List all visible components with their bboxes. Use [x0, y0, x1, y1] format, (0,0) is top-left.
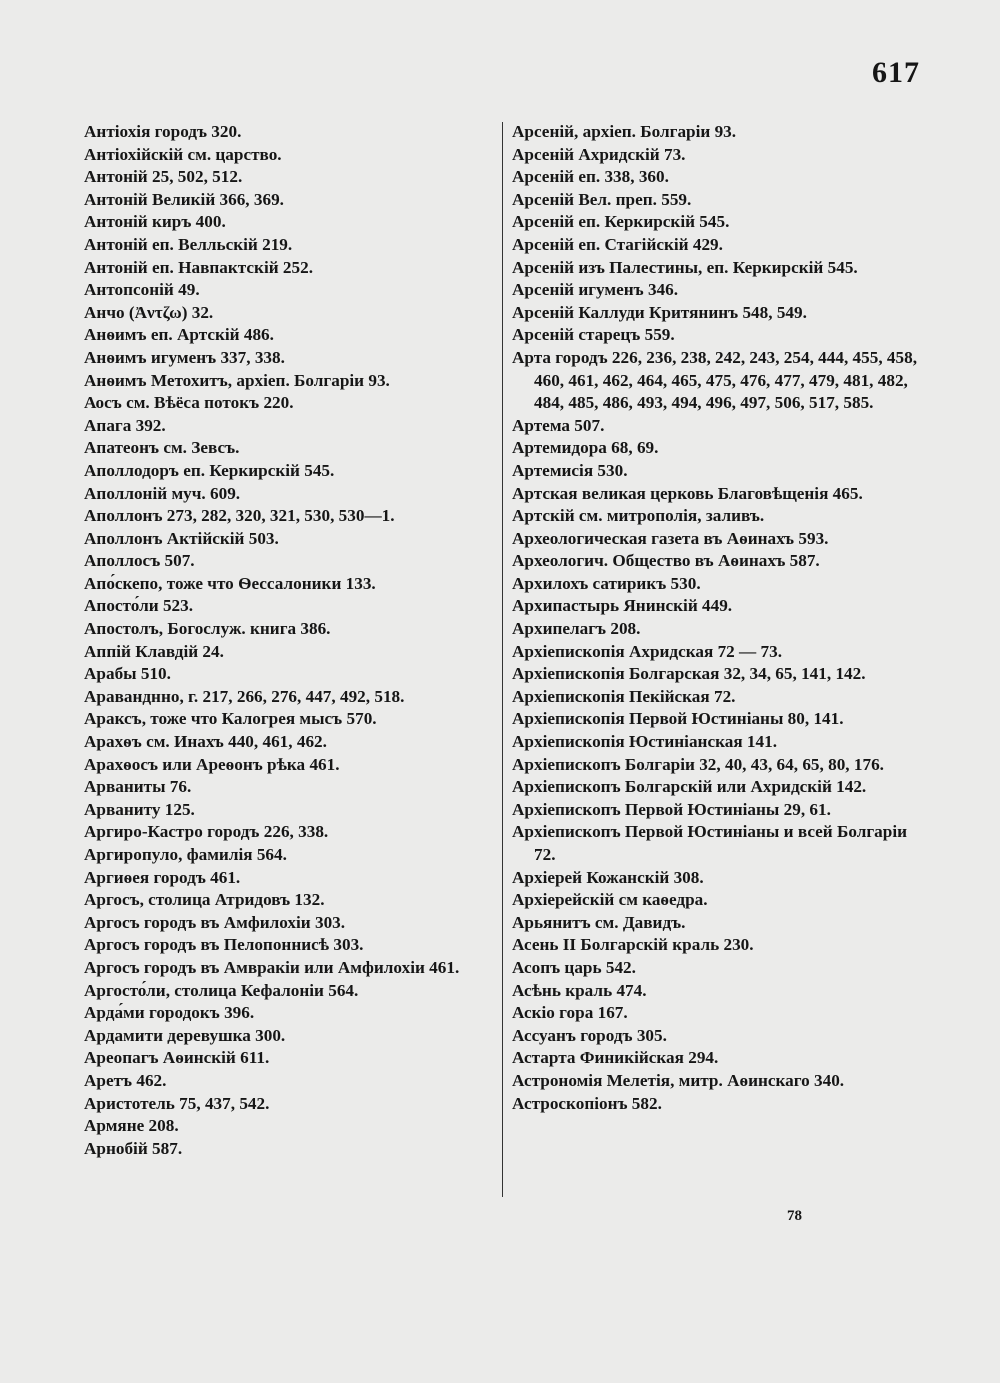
- index-entry: Архіепископія Пекійская 72.: [512, 686, 736, 706]
- index-entry: Астроскопіонъ 582.: [512, 1093, 662, 1113]
- index-entry: Аппій Клавдій 24.: [84, 641, 224, 661]
- index-entry: Аргосъ, столица Атридовъ 132.: [84, 890, 325, 910]
- index-column-right: [512, 121, 922, 1115]
- index-entry: Архіепископъ Болгаріи 32, 40, 43, 64, 65, 80, 176.: [512, 754, 884, 774]
- index-entry: Арсеній, архіеп. Болгаріи 93.: [512, 122, 737, 141]
- index-entry: Ардамити деревушка 300.: [84, 1025, 286, 1045]
- index-entry: Арсеній Ахридскій 73.: [512, 144, 686, 164]
- index-entry: Антоній 25, 502, 512.: [84, 167, 243, 187]
- page-number: 617: [872, 56, 920, 89]
- index-entry: Арсеній еп. 338, 360.: [512, 167, 669, 187]
- index-entry: Арнобій 587.: [84, 1138, 183, 1158]
- index-entry: Аргосъ городъ въ Амвракіи или Амфилохіи 461.: [84, 957, 460, 977]
- index-entry: Армяне 208.: [84, 1116, 179, 1136]
- index-entry: Архіерейскій см каѳедра.: [512, 890, 708, 910]
- index-entry: Анчо (Ἀντζω) 32.: [84, 302, 214, 322]
- index-entry: Аргосто́ли, столица Кефалоніи 564.: [84, 980, 359, 1000]
- index-entry: Антоній Великій 366, 369.: [84, 189, 284, 209]
- index-entry: Аосъ см. Вѣёса потокъ 220.: [84, 393, 294, 413]
- index-entry: Аргосъ городъ въ Амфилохіи 303.: [84, 912, 346, 932]
- index-entry: Апо́скепо, тоже что Ѳессалоники 133.: [84, 573, 376, 593]
- index-entry: Арсеній старецъ 559.: [512, 325, 675, 345]
- index-entry: Архіепископъ Первой Юстиніаны и всей Болгаріи 72.: [512, 822, 907, 864]
- index-entry: Архіепископъ Болгарскій или Ахридскій 142.: [512, 777, 867, 797]
- index-entry: Антіохійскій см. царство.: [84, 144, 282, 164]
- index-entry: Ареопагъ Аѳинскій 611.: [84, 1048, 270, 1068]
- index-entry: Араксъ, тоже что Калогрея мысъ 570.: [84, 709, 377, 729]
- index-entry: Архилохъ сатирикъ 530.: [512, 573, 701, 593]
- index-entry: Артская великая церковь Благовѣщенія 465.: [512, 483, 863, 503]
- index-entry: Апосто́ли 523.: [84, 596, 194, 616]
- index-entry: Артемидора 68, 69.: [512, 438, 659, 458]
- index-entry: Аргиѳея городъ 461.: [84, 867, 241, 887]
- index-entry: Арсеній Вел. преп. 559.: [512, 189, 692, 209]
- index-entry: Асень II Болгарскій краль 230.: [512, 935, 754, 955]
- index-column-left: [84, 121, 496, 1160]
- index-entry: Антоній киръ 400.: [84, 212, 226, 232]
- index-entry: Аполлодоръ еп. Керкирскій 545.: [84, 460, 335, 480]
- index-entry: Арта городъ 226, 236, 238, 242, 243, 254, 444, 455, 458, 460, 461, 462, 464, 465, 475, 476, 477, 479, 481, 482, 484, 485, 486, 493, 494, 496, 497, 506, 517, 585.: [512, 347, 918, 413]
- index-entry: Аргиро-Кастро городъ 226, 338.: [84, 822, 329, 842]
- index-entry: Антоній еп. Навпактскій 252.: [84, 257, 314, 277]
- index-entry: Аполлосъ 507.: [84, 551, 195, 571]
- index-entry: Арсеній еп. Керкирскій 545.: [512, 212, 730, 232]
- index-entry: Архіепископъ Первой Юстиніаны 29, 61.: [512, 799, 831, 819]
- index-entry: Арсеній игуменъ 346.: [512, 280, 679, 300]
- index-entry: Арваниту 125.: [84, 799, 195, 819]
- index-entry: Анѳимъ Метохитъ, архіеп. Болгаріи 93.: [84, 370, 390, 390]
- index-entry: Анѳимъ игуменъ 337, 338.: [84, 347, 285, 367]
- index-entry: Апатеонъ см. Зевсъ.: [84, 438, 240, 458]
- index-entry: Архипастырь Янинскій 449.: [512, 596, 733, 616]
- index-entry: Аргосъ городъ въ Пелопоннисѣ 303.: [84, 935, 364, 955]
- index-entry: Ассуанъ городъ 305.: [512, 1025, 667, 1045]
- index-entry: Архіепископія Юстиніанская 141.: [512, 732, 777, 752]
- index-entry: Архіепископія Ахридская 72 — 73.: [512, 641, 783, 661]
- index-entry: Архіерей Кожанскій 308.: [512, 867, 704, 887]
- index-entry: Аристотель 75, 437, 542.: [84, 1093, 270, 1113]
- index-entry: Арваниты 76.: [84, 777, 192, 797]
- index-entry: Аполлонъ 273, 282, 320, 321, 530, 530—1.: [84, 506, 395, 526]
- index-entry: Аретъ 462.: [84, 1070, 167, 1090]
- index-entry: Арабы 510.: [84, 664, 171, 684]
- index-entry: Арсеній Каллуди Критянинъ 548, 549.: [512, 302, 807, 322]
- index-entry: Археологическая газета въ Аѳинахъ 593.: [512, 528, 829, 548]
- index-entry: Археологич. Общество въ Аѳинахъ 587.: [512, 551, 820, 571]
- index-entry: Арсеній изъ Палестины, еп. Керкирскій 545.: [512, 257, 858, 277]
- index-entry: Арсеній еп. Стагійскій 429.: [512, 234, 723, 254]
- index-entry: Арьянитъ см. Давидъ.: [512, 912, 686, 932]
- index-entry: Асѣнь краль 474.: [512, 980, 647, 1000]
- printer-signature-mark: 78: [787, 1208, 802, 1224]
- index-entry: Аргиропуло, фамилія 564.: [84, 845, 287, 864]
- column-divider: [502, 122, 503, 1197]
- index-entry: Артема 507.: [512, 415, 605, 435]
- index-entry: Аскіо гора 167.: [512, 1003, 628, 1023]
- index-entry: Астарта Финикійская 294.: [512, 1048, 719, 1068]
- index-entry: Архіепископія Первой Юстиніаны 80, 141.: [512, 709, 844, 729]
- index-entry: Артемисія 530.: [512, 460, 628, 480]
- index-entry: Арахѳъ см. Инахъ 440, 461, 462.: [84, 732, 327, 752]
- index-entry: Апага 392.: [84, 415, 166, 435]
- index-entry: Антіохія городъ 320.: [84, 122, 242, 141]
- index-entry: Араванднно, г. 217, 266, 276, 447, 492, 518.: [84, 686, 405, 706]
- index-entry: Анѳимъ еп. Артскій 486.: [84, 325, 274, 345]
- index-entry: Астрономія Мелетія, митр. Аѳинскаго 340.: [512, 1070, 845, 1090]
- index-entry: Архипелагъ 208.: [512, 619, 641, 639]
- index-entry: Архіепископія Болгарская 32, 34, 65, 141, 142.: [512, 664, 866, 684]
- index-entry: Арахѳосъ или Ареѳонъ рѣка 461.: [84, 754, 340, 774]
- index-entry: Асопъ царь 542.: [512, 957, 636, 977]
- index-entry: Апостолъ, Богослуж. книга 386.: [84, 619, 331, 639]
- index-entry: Антоній еп. Велльскій 219.: [84, 234, 293, 254]
- index-entry: Артскій см. митрополія, заливъ.: [512, 506, 765, 526]
- index-entry: Аполлоній муч. 609.: [84, 483, 241, 503]
- index-entry: Аполлонъ Актійскій 503.: [84, 528, 279, 548]
- index-entry: Арда́ми городокъ 396.: [84, 1003, 255, 1023]
- index-entry: Антопсоній 49.: [84, 280, 200, 300]
